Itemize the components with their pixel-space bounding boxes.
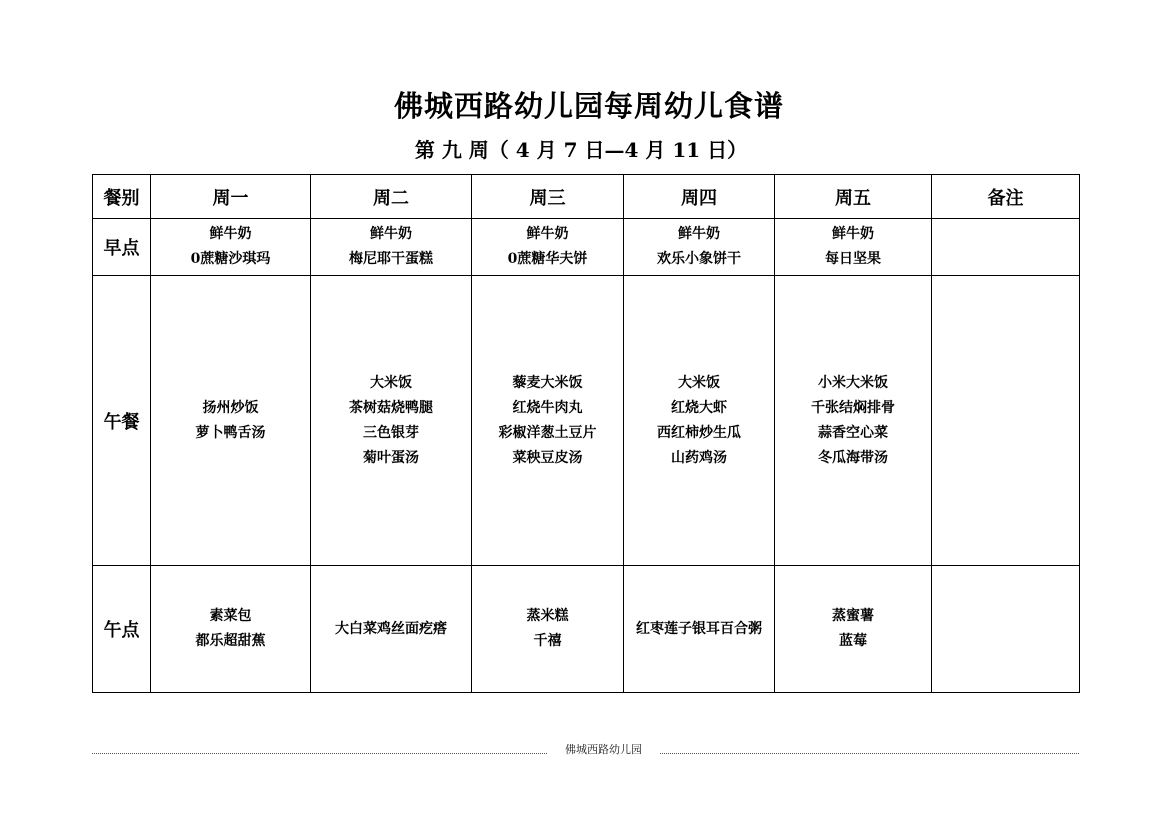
- dish-item: 藜麦大米饭: [512, 374, 583, 391]
- dish-item: 鲜牛奶: [370, 226, 412, 242]
- menu-cell-afternoon-snack-tuesday: [311, 566, 472, 693]
- dish-item: 鲜牛奶: [678, 226, 720, 242]
- dish-item: 都乐超甜蕉: [195, 633, 266, 649]
- menu-cell-breakfast-snack-wednesday: [472, 219, 624, 276]
- menu-cell-lunch-thursday: [624, 276, 775, 566]
- dish-item: 每日坚果: [825, 251, 881, 267]
- header-thursday: 周四: [624, 175, 775, 219]
- dish-item: 蒜香空心菜: [818, 424, 888, 441]
- dish-item: 蒸蜜薯: [832, 608, 874, 624]
- menu-cell-afternoon-snack-wednesday: [472, 566, 624, 693]
- footer-divider-right: [660, 753, 1079, 754]
- dish-item: 茶树菇烧鸭腿: [349, 399, 433, 416]
- dish-item: 彩椒洋葱土豆片: [498, 424, 597, 441]
- dish-item: 鲜牛奶: [526, 226, 569, 242]
- header-wednesday: 周三: [472, 175, 624, 219]
- menu-cell-afternoon-snack-notes: [932, 566, 1080, 693]
- dish-item: 千禧: [533, 633, 562, 649]
- header-friday: 周五: [775, 175, 932, 219]
- dish-item: 大白菜鸡丝面疙瘩: [335, 620, 447, 637]
- weekly-menu-table: [92, 174, 1080, 693]
- dish-item: 萝卜鸭舌汤: [195, 424, 266, 441]
- dish-item: 鲜牛奶: [209, 226, 252, 242]
- menu-cell-breakfast-snack-friday: [775, 219, 932, 276]
- dish-item: 大米饭: [678, 374, 720, 391]
- menu-cell-lunch-friday: [775, 276, 932, 566]
- menu-cell-breakfast-snack-monday: [151, 219, 311, 276]
- dish-item: 梅尼耶干蛋糕: [349, 251, 433, 267]
- menu-cell-afternoon-snack-monday: [151, 566, 311, 693]
- dish-item: 0蔗糖华夫饼: [507, 251, 588, 267]
- menu-cell-lunch-notes: [932, 276, 1080, 566]
- row-label-breakfast-snack: 早点: [93, 219, 151, 276]
- row-label-afternoon-snack: 午点: [93, 566, 151, 693]
- dish-item: 欢乐小象饼干: [657, 251, 741, 267]
- footer-text: 佛城西路幼儿园: [565, 743, 642, 756]
- dish-item: 扬州炒饭: [202, 399, 259, 416]
- menu-cell-breakfast-snack-thursday: [624, 219, 775, 276]
- header-meal-type: 餐别: [93, 175, 151, 219]
- page-footer: [92, 741, 1079, 757]
- row-lunch: [93, 276, 1080, 566]
- menu-cell-lunch-monday: [151, 276, 311, 566]
- header-notes: 备注: [932, 175, 1080, 219]
- week-subtitle: 第 九 周（ 4 月 7 日—4 月 11 日）: [414, 138, 748, 162]
- row-afternoon-snack: [93, 566, 1080, 693]
- menu-cell-afternoon-snack-thursday: [624, 566, 775, 693]
- header-monday: 周一: [151, 175, 311, 219]
- header-tuesday: 周二: [311, 175, 472, 219]
- dish-item: 菜秧豆皮汤: [512, 449, 583, 466]
- dish-item: 蓝莓: [839, 633, 867, 649]
- dish-item: 红枣莲子银耳百合粥: [636, 620, 762, 637]
- dish-item: 山药鸡汤: [671, 449, 727, 466]
- dish-item: 千张结焖排骨: [811, 399, 895, 416]
- dish-item: 大米饭: [370, 374, 412, 391]
- row-label-lunch: 午餐: [93, 276, 151, 566]
- menu-cell-breakfast-snack-notes: [932, 219, 1080, 276]
- menu-cell-lunch-wednesday: [472, 276, 624, 566]
- menu-cell-afternoon-snack-friday: [775, 566, 932, 693]
- dish-item: 红烧大虾: [671, 399, 727, 416]
- dish-item: 鲜牛奶: [832, 226, 874, 242]
- menu-cell-breakfast-snack-tuesday: [311, 219, 472, 276]
- dish-item: 小米大米饭: [818, 374, 888, 391]
- dish-item: 0蔗糖沙琪玛: [190, 251, 271, 267]
- footer-divider-left: [92, 753, 547, 754]
- page-title: 佛城西路幼儿园每周幼儿食谱: [393, 89, 784, 123]
- header-row: [93, 175, 1080, 219]
- dish-item: 蒸米糕: [526, 608, 569, 624]
- menu-cell-lunch-tuesday: [311, 276, 472, 566]
- dish-item: 红烧牛肉丸: [512, 399, 583, 416]
- dish-item: 西红柿炒生瓜: [657, 424, 741, 441]
- dish-item: 冬瓜海带汤: [818, 449, 888, 466]
- row-breakfast-snack: [93, 219, 1080, 276]
- dish-item: 菊叶蛋汤: [363, 449, 419, 466]
- dish-item: 三色银芽: [363, 424, 419, 441]
- dish-item: 素菜包: [209, 608, 252, 624]
